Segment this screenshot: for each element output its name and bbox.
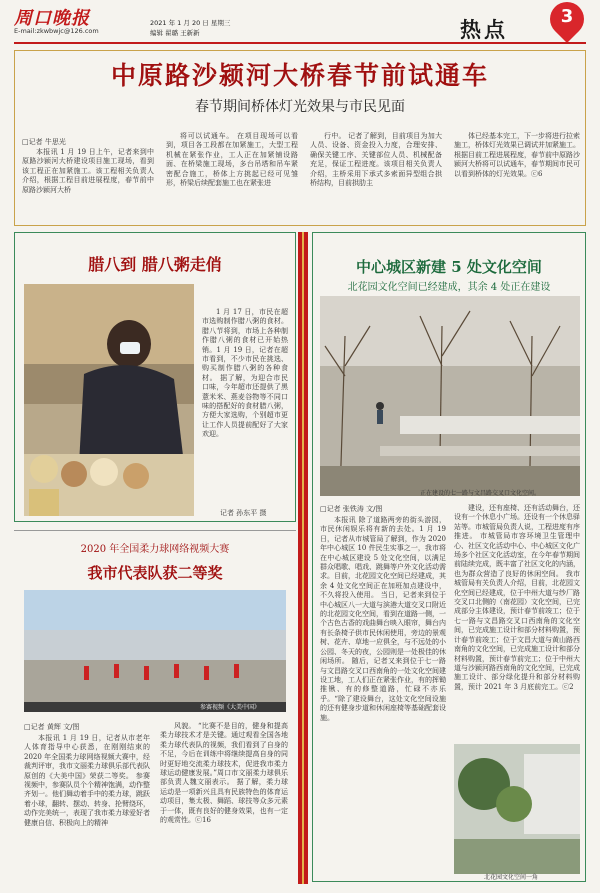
rope-title: 我市代表队获二等奖 (87, 564, 223, 582)
paper-logo: 周口晚报 (14, 8, 90, 29)
lead-col-1: 本报讯 1 月 19 日上午，记者来到中原路沙颍河大桥建设项目施工现场，看到该工程正在加紧施工。该工程相关负责人介绍，根据工程目前进展程度，春节前中原路沙颍河大桥 (22, 148, 154, 194)
culture-photo-image (320, 296, 580, 496)
rope-kicker: 2020 年全国柔力球网络视频大赛 (80, 544, 230, 555)
culture-byline: □记者 张铁涛 文/图 (320, 505, 383, 513)
culture-photo-2 (454, 744, 580, 874)
email-line: E-mail:zkwbwjc@126.com (14, 27, 99, 35)
laba-text: 1 月 17 日，市民在超市选购制作腊八粥的食材。腊八节将到，市场上各种制作腊八粥的食材已开始热销。1 月 19 日，记者在超市看到，不少市民在挑选、购买制作腊八粥的各种食材。 据了解，为迎合市民口味，今年超市还提供了黑薏米米、燕麦谷物等不同口味的搭配好的食材腊八粥，方便大家选购，个别超市更让工作人员提前配好了大家欢迎。 (202, 308, 288, 439)
laba-title: 腊八到 腊八粥走俏 (88, 255, 222, 274)
rope-col-2: 风貌。 “比赛不是目的，健身和提高柔力球技术才是关键。通过观看全国各地柔力球代表队的视频，我们看到了自身的不足，今后在训练中将继续提高自身的同时更好地交流柔力球技术，促进我市柔力球运动健康发展。”周口市文丽柔力球俱乐部负责人魏文丽表示。 据了解，柔力球运动是一项新兴且具有民族特色的体育运动项目，集太极、舞蹈、球技等众多元素于一体，既有良好的健身效果，也有一定的观赏性。ⓒ16 (160, 722, 288, 825)
lead-subhead: 春节期间桥体灯光效果与市民见面 (195, 99, 405, 115)
lead-col-2: 将可以试通车。 在项目现场可以看到，项目各工段都在加紧施工，大型工程机械在紧张作业，工人正在加紧铺设路面、在桥梁施工现场，多台吊塔和吊车紧密配合施工，桥体上方挑起已经可见雏形，桥梁后续配套施工也在紧张进 (166, 132, 298, 188)
date-line: 2021 年 1 月 20 日 星期三 (150, 19, 231, 27)
culture-col-1: 本报讯 除了道路两旁的街头游园，市民休闲娱乐将有新的去处。1 月 19 日，记者从市城管局了解到，作为 2020 年中心城区 10 件民生实事之一，我市将在中心城区建设 5 处文化空间，以满足群众唱歌、唱戏、跳舞等户外文化活动需求。目前，北花园文化空间已经建成，其余 4 处文化空间正在加班加点建设中，不久将投入使用。 当日，记者来到位于中心城区八一大道与滨港大道交叉口附近的北花园文化空间，看到在道路一侧，一个古色古香的戏曲舞台映入眼帘，舞台内有长条椅子供市民休闲使用，旁边的景观树、花卉、草地一应俱全，与不远处的小公园、冬天的夜，公园则是一处极佳的休闲场所。 随后，记者又来到位于七一路与文昌路交叉口西南角的一处文化空间建设工地，工人们正在紧张作业，有的挥锄推锹、有的修整道路，忙碌不亦乐乎。“除了建设舞台，这处文化空间设施的还有健身步道和休闲座椅等基础配套设施。 (320, 516, 446, 722)
rope-photo-image (24, 590, 286, 712)
culture-photo (320, 296, 580, 496)
editor-line: 编辑 翟璐 王新新 (150, 29, 200, 37)
rope-photo (24, 590, 286, 712)
laba-photo (24, 284, 194, 516)
lead-col-4: 体已经基本完工，下一步将进行拉索施工，桥体灯光效果已调试并加紧施工。根据目前工程进展程度，春节前中原路沙颍河大桥将可以试通车，春节期间市民可以看到桥体的灯光效果。ⓒ6 (454, 132, 580, 178)
laba-byline: 记者 孙东平 摄 (220, 509, 267, 517)
lead-byline: □记者 牛思光 (22, 138, 66, 146)
story-divider (14, 530, 296, 531)
lead-col-3: 行中。 记者了解到，目前项目为加大人员、设备、资金投入力度，合理安排、确保关键工序、关键部位人员、机械配备充足，保证工程进度。该项目相关负责人介绍，主桥采用下承式多索面异型组合拱桥结构，目前拱肋主 (310, 132, 442, 188)
culture-photo-2-image (454, 744, 580, 874)
laba-photo-image (24, 284, 194, 516)
rope-byline: □记者 黄辉 文/图 (24, 723, 80, 731)
masthead-rule (14, 42, 586, 44)
rope-photo-caption: 参赛视频《大美中国》 (200, 704, 261, 711)
column-divider (298, 232, 308, 884)
lead-headline: 中原路沙颍河大桥春节前试通车 (110, 61, 489, 90)
section-title: 热点 (460, 17, 508, 42)
culture-title: 中心城区新建 5 处文化空间 (356, 258, 542, 276)
rope-col-1: 本报讯 1 月 19 日，记者从市老年人体育指导中心获悉，在刚刚结束的 2020 年全国柔力球网络视频大赛中，经裁判评审，我市文丽柔力球俱乐部代表队原创的《大美中国》荣获二等奖。 参赛视频中，参赛队员个个精神饱满，动作整齐划一。他们舞动着手中的柔力球，跳跃着小球，翻转、摆动、转身、抡臂绕环，动作完美统一，表现了我市柔力球爱好者健康自信、积极向上的精神 (24, 734, 150, 827)
culture-subtitle: 北花园文化空间已经建成，其余 4 处正在建设 (347, 282, 551, 293)
page-number: 3 (560, 6, 574, 27)
culture-photo-caption: 正在建设的七一路与文昌路交叉口文化空间。 (420, 490, 541, 497)
culture-photo-2-caption: 北花园文化空间一角 (484, 874, 539, 881)
culture-col-2: 建设，还有座椅、还有活动舞台，还设有一个休息小广场。还设有一个休息驿站等。市城管局负责人说，工程进度有序推进。 市城管局市容环境卫生管理中心、社区文化活动中心、中心城区文化广场多个社区文化活动室，在今年春节期间前陆续完成，既丰富了社区文化的内涵，也为群众营造了良好的休闲空间。 我市城管局有关负责人介绍，目前，北花园文化空间已经建成，位于中州大道与纱厂路交叉口北侧的（南花园）文化空间，已完成部分主体建设，预计春节前竣工；位于七一路与文昌路交叉口西南角的文化空间，已完成施工设计和部分材料购置，预计春节前竣工；位于文昌大道与黄山路西南角的文化空间，已完成施工设计和部分材料购置，预计春节前完工；位于中州大道与沙颍河路西南角的文化空间，已完成施工设计、部分绿化提升和部分材料购置，预计 2021 年 3 月底前完工。ⓒ2 (454, 504, 580, 691)
